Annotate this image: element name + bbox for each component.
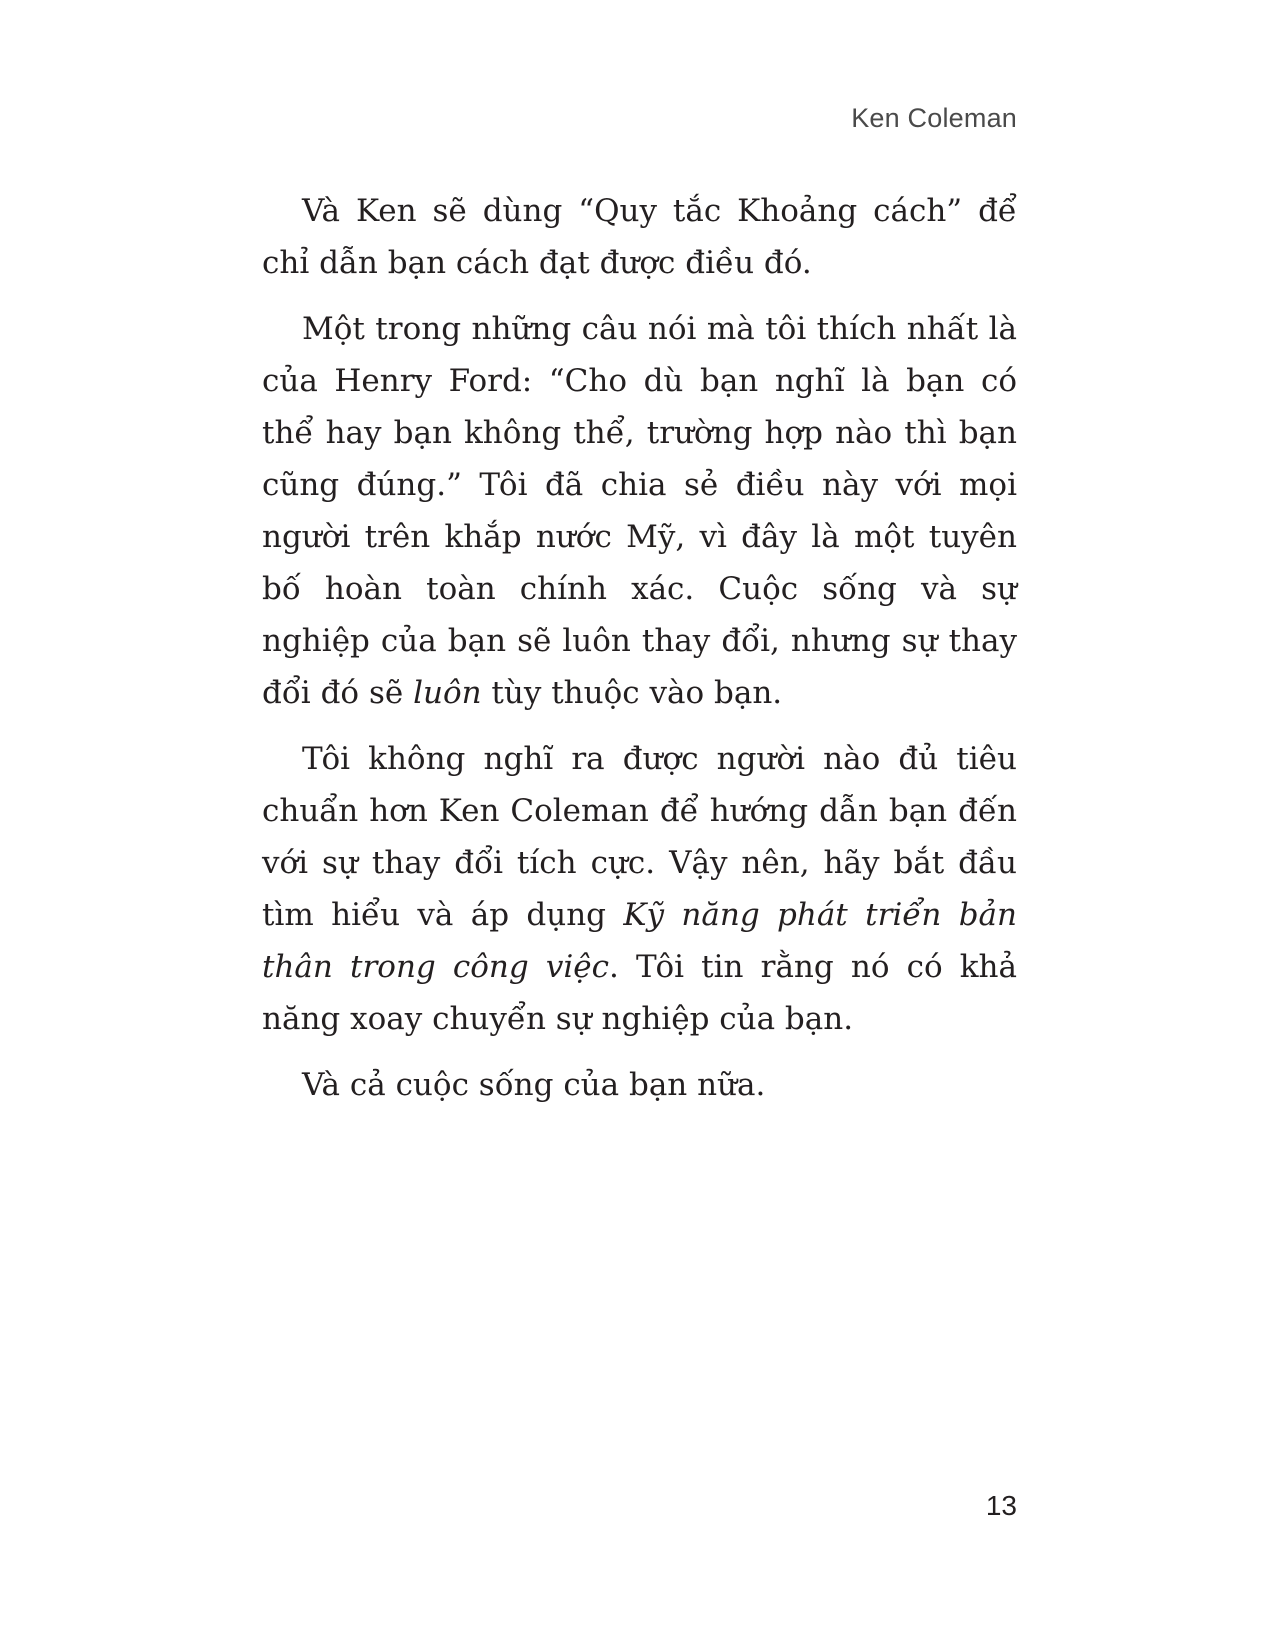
paragraph-3-text-after: . Tôi tin rằng nó có khả năng xoay chuyển sự nghiệp của bạn.: [262, 949, 1018, 1037]
paragraph-1: Và Ken sẽ dùng “Quy tắc Khoảng cách” để chỉ dẫn bạn cách đạt được điều đó.: [262, 193, 1017, 281]
paragraph-2-italic: luôn: [413, 675, 482, 711]
paragraph-3-book-title: Kỹ năng phát triển bản thân trong công việc: [262, 897, 1017, 985]
paragraph-4: Và cả cuộc sống của bạn nữa.: [302, 1067, 766, 1103]
running-header-author: Ken Coleman: [851, 103, 1017, 133]
paragraph-2: [262, 303, 1017, 719]
page-number: 13: [985, 1490, 1017, 1521]
body-text: [262, 185, 1017, 1125]
paragraph-3-text-before: Tôi không nghĩ ra được người nào đủ tiêu chuẩn hơn Ken Coleman để hướng dẫn bạn đến với sự thay đổi tích cực. Vậy nên, hãy bắt đầu tìm hiểu và áp dụng: [262, 741, 1017, 933]
paragraph-2-text-before: Một trong những câu nói mà tôi thích nhất là của Henry Ford: “Cho dù bạn nghĩ là bạn có thể hay bạn không thể, trường hợp nào thì bạn cũng đúng.” Tôi đã chia sẻ điều này với mọi người trên khắp nước Mỹ, vì đây là một tuyên bố hoàn toàn chính xác. Cuộc sống và sự nghiệp của bạn sẽ luôn thay đổi, nhưng sự thay đổi đó sẽ: [262, 311, 1017, 711]
paragraph-3: [262, 733, 1017, 1045]
paragraph-2-text-after: tùy thuộc vào bạn.: [481, 675, 783, 711]
